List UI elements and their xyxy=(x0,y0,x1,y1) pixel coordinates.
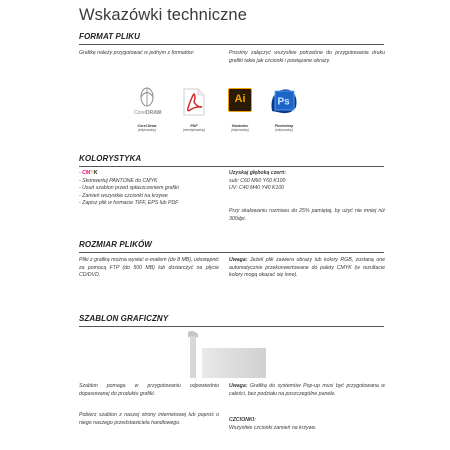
color-item: - Zapisz plik w formacie TIFF, EPS lub PDF xyxy=(79,200,179,207)
popup-template-illustration xyxy=(160,330,290,378)
color-item: - Skonwertuj PANTONE do CMYK xyxy=(79,177,158,184)
icon-caption-pdf: PDF (nieedytowalny) xyxy=(182,124,206,132)
section-divider xyxy=(79,166,384,167)
color-item: - Zamień wszystkie czcionki na krzywe xyxy=(79,192,168,199)
svg-text:DRAW: DRAW xyxy=(146,110,162,116)
color-list xyxy=(79,170,224,208)
fonts-text: Wszystkie czcionki zamień na krzywe. xyxy=(229,424,317,431)
svg-text:Ps: Ps xyxy=(277,96,290,108)
page-title: Wskazówki techniczne xyxy=(79,6,247,24)
icon-caption-corel: Corel Draw (edytowalny) xyxy=(137,124,157,132)
fonts-block xyxy=(229,417,385,432)
illustrator-icon: Ai xyxy=(228,88,252,112)
svg-text:X7: X7 xyxy=(158,110,162,115)
coreldraw-logo xyxy=(132,86,162,120)
format-left-text: Grafikę należy przygotować w jednym z formatów: xyxy=(79,50,195,56)
section-heading-template: SZABLON GRAFICZNY xyxy=(79,314,169,323)
format-right-text: Prosimy załączyć wszystkie potrzebne do przygotowania druku grafiki takie jak czcionki i powiązane obrazy. xyxy=(229,50,385,64)
icon-caption-photoshop: Photoshop (edytowalny) xyxy=(274,124,294,132)
icon-caption-illustrator: Illustrator (edytowalny) xyxy=(230,124,250,132)
template-left-text-2: Pobierz szablon z naszej strony internetowej lub poproś o niego naszego przedstawiciela handlowego. xyxy=(79,412,219,426)
deep-black-block xyxy=(229,170,385,193)
svg-text:Corel: Corel xyxy=(134,110,146,116)
cmyk-label: - CMYK xyxy=(79,170,98,176)
color-item: - Usuń szablon przed spłaszczeniem grafiki xyxy=(79,185,179,192)
template-right-text: Uwaga: Grafiką do systemów Pop-up musi być przygotowana w całości, bez podziału na poszczególne panele. xyxy=(229,383,385,397)
deep-black-line: UV: C40 M40 Y40 K100 xyxy=(229,185,285,192)
template-left-text-1: Szablon pomaga w przygotowaniu odpowiednio dopasowanej do produktu grafiki. xyxy=(79,383,219,397)
size-right-text: Uwaga: Jeżeli plik zawiera obrazy lub kolory RGB, zostaną one automatycznie przekonwertowane do palety CMYK (w rezultacie kolory mogą okazać się inne). xyxy=(229,257,385,279)
section-heading-format: FORMAT PLIKU xyxy=(79,32,141,41)
scaling-note: Przy skalowaniu rozmiaru do 25% pamiętaj, by użyć nie mniej niż 300dpi. xyxy=(229,208,385,222)
pdf-icon xyxy=(182,88,206,116)
section-divider xyxy=(79,44,384,45)
deep-black-line: sub: C60 M60 Y60 K100 xyxy=(229,177,286,184)
section-divider xyxy=(79,326,384,327)
section-heading-size: ROZMIAR PLIKÓW xyxy=(79,240,152,249)
size-left-text: Pliki z grafiką można wysłać e-mailem (do 8 MB), udostępnić za pomocą FTP (do 500 MB) lub dostarczyć na płycie CD/DVD. xyxy=(79,257,219,279)
fonts-label: CZCIONKI: xyxy=(229,417,256,423)
deep-black-label: Uzyskaj głęboką czerń: xyxy=(229,170,287,176)
section-heading-color: KOLORYSTYKA xyxy=(79,154,142,163)
section-divider xyxy=(79,252,384,253)
photoshop-icon xyxy=(270,87,298,114)
